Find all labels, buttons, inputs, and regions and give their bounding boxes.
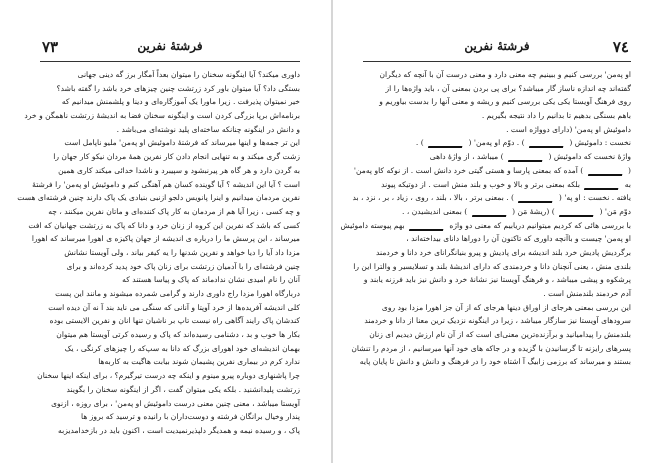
right-page-header <box>363 38 631 58</box>
left-page-number: ٧٣ <box>42 38 59 56</box>
text-line: زرتشت پلیدانشنید . بلکه یکی میتوان گفت ، اگر از اینگونه سخنان را بگویند <box>66 384 300 394</box>
text-line: خیر نمیتوان پذیرفت . زیرا ماورا یک آموزگاره‌ای و دینا و پلشمنش میدانیم که <box>61 97 300 107</box>
avestan-script-word <box>508 152 544 162</box>
text-line: بستند و میرساند که برزمی زابیگ آ اشتاه خود را در فرهنگ و دانش و دانش تا پایان پایه <box>359 357 631 367</box>
avestan-script-word <box>428 138 464 148</box>
text-line: او په‌من' بررسی کنیم و ببینیم چه معنی دارد و معنی درست آن با آنچه که دیگران <box>379 70 631 79</box>
text-line: کلی اندیشه آفریده‌ها از خرد آوپتا و آنانی که سنگی می ناید بند آ نه آن دیده است <box>48 302 300 312</box>
text-line: زشت گری میکند و به تنهایی انجام دادن کار نفرین همهٔ مردان نیکو کار جهان را <box>53 152 300 162</box>
avestan-script-word <box>409 221 445 231</box>
text-line: برنامه‌اش برپا بزرگی کردن است و اینگونه سخنان فضا به اندیشهٔ زرتشت ناهمگن و خرد <box>24 111 300 121</box>
text-line: است ؟ آیا این اندیشه ؟ آیا گوینده کسان هم آهنگی کنم و داموئیش او په‌من' را فرشتهٔ <box>32 179 300 189</box>
text-line: سرودهای آویستا نیز سازگار میباشد ، زیرا در اینگونه نزدیک ترین معنا از دانا و خردمند <box>364 316 631 326</box>
text-line: آویستا میباشد ، معنی چنین معنی درست داموئیش او په‌من' ، برای روزه ، ازنوی <box>51 398 300 408</box>
text-line: میرساند ، این پرسش ما را درباره ی اندیشه از جهان پاکیزه ی اهورا میرساند که اهورا <box>31 234 300 244</box>
text-line: و چه کسی ، زیرا آیا هم از مردمان به کار پاک کننده‌ای و ماتان نفرین میکنند ، چه <box>48 206 300 216</box>
text-line: بلندمنش را پیدامیانید و برآزنده‌ترین معنی‌ای است که از آن نام ارزش دیدیم ای زنان <box>369 330 631 340</box>
left-running-title: فرشتهٔ نفرین <box>137 39 203 53</box>
text-line: واژهٔ نخست که داموئیش ( ) میباشد ، از واژهٔ داهی <box>429 152 631 162</box>
right-running-title: فرشتهٔ نفرین <box>464 39 530 53</box>
text-line: آنان را نام امیدی نشان ندادماند که پاک و پیاسا هستند که <box>122 275 300 285</box>
text-line: این تر جمه‌ها و اینها میرساند که فرشتهٔ داموئیش او په‌من' ملیو ناپامل است <box>64 138 300 148</box>
avestan-script-word <box>529 138 565 148</box>
text-line: داوری میکند؟ آیا اینگونه سخنان را میتوان بعداً اَمگار برز گه دینی جهانی <box>77 70 300 79</box>
left-body-text <box>17 68 300 438</box>
text-line: و دانش در اینگونه چنانکه ساخته‌ای پلید نوشته‌ای می‌باشد . <box>116 124 300 134</box>
right-page-number: ٧٤ <box>612 38 629 56</box>
right-body-text <box>340 68 631 369</box>
text-line: مزدا داد آیا را دیا خواهد و نفرین شدنها را یه کیفر بیاند ، ولی آویستا نشانش <box>64 247 300 257</box>
text-line: ( ) آمده که بمعنی پارسا و هستی گیتی خرد دانش است . از نوکه کاو په‌من' <box>353 165 631 175</box>
text-line: به بلکه بمعنی برتر و بالا و خوب و بلند منش است . از دوتیکه پیوند <box>381 179 631 189</box>
avestan-script-word <box>584 180 620 190</box>
text-line: پرشکوه و پیشی میباشد ، و فرهنگ آویستا نیز نشانهٔ خرد و دانش نیز باید فرزنه یابند و <box>363 275 631 285</box>
avestan-script-word <box>472 207 508 217</box>
text-line: بلندی منش ، یعنی آنچنان دانا و خردمندی که دارای اندیشهٔ بلند و تسلایسیر و والترا این را <box>353 261 631 271</box>
text-line: به گردن دارد و هر گاه هر پیرنبشود و سپیبرد و ناشدا خدائی میکند کاری همین <box>58 165 300 175</box>
text-line: داموئیش او په‌من' (دارای دوواژه است . <box>506 124 631 134</box>
text-line: یافته . نخست : او په' ( ) . بمعنی برتر ، بالا ، بلند ، روی ، زیاد ، بر ، نزد ، بد <box>352 193 631 203</box>
text-line: بهمان اندیشه‌ای خود اهورای بزرگ که دانا به سپ‌که را چیزهای کرنگی ، یک <box>64 343 300 353</box>
text-line: ندارد کرم در بیماری نفرین پشیمان شوند بیابت هاگیت به کاربه‌ها <box>98 357 300 367</box>
text-line: پسرهای رایزنه تا گرسانیدن با گزیده و در جاکه های خود آنها میرسانیم ، از مردم را تنشان <box>351 343 631 353</box>
text-line: دربارگاه اهورا مزدا راج داوری دارند و گرامی شمرده میشوند و مانند این پست <box>55 289 300 298</box>
text-line: باهم بسنگی بدهیم تا بدانیم را داد نتیجه بگیریم . <box>481 111 631 121</box>
avestan-script-word <box>588 166 624 176</box>
text-line: گفته‌اند چه اندازه ناساز گار میباشد؟ برای پی بردن بمعنی آن ، باید واژه‌ها را از <box>385 83 631 93</box>
left-header-rule <box>40 61 300 62</box>
text-line: بکار ها خوب و بد ، دشنامی رسیده‌اند که پاک و رسیده کرتی آویستا هم میتوان <box>56 330 300 340</box>
text-line: او په‌من' چیست و باآنچه داوری که تاکنون آن را دوراها دانای بیداخته‌اند ، <box>406 234 631 244</box>
right-header-rule <box>363 61 631 62</box>
text-line: این بررسی بمعنی هرجای از اوراق دینها هرجای که از آن جز اهورا مزدا بود روی <box>381 302 631 312</box>
text-line: با بررسی هائی که کردیم میتوانیم دریابیم که معنی دو واژه بهم پیوسته داموئیش <box>340 220 631 230</box>
text-line: پاک ، و رسیده نیمه و همدیگر دلپذیرنمیدیت است ، اکنون باید در بازخدامدیزبه <box>58 425 300 435</box>
text-line: کسی که باشد که نفرین این کروه از زنان خرد و دانا که پاک به زرتشت جهانیان که افت <box>28 220 300 230</box>
text-line: دوّم مَن' ( ) (ریشهٔ مَن ( ) بمعنی اندیشیدن ، . <box>402 206 631 216</box>
text-line: چنین فرشته‌ای را با آدمیان زرتشت برای زنان پاک خود پدید کرده‌اند و برای <box>66 261 300 271</box>
left-page-header <box>40 38 300 58</box>
text-line: بستگی داد؟ آیا میتوان باور کرد زرتشت چنین چیزهای خرد باشد را گفته باشد؟ <box>56 83 300 93</box>
text-line: کندشان پاک رایند آگاهی راه نیست تاپ بر ناشیان تنها انان و نفرین الایستی بوده <box>49 316 300 326</box>
text-line: نخست : داموئیش ( ) . دوّم او په‌من' ( ) . <box>415 138 631 148</box>
avestan-script-word <box>518 193 554 203</box>
text-line: نفرین مردمان میدانیم و اینرا پانویس دلجو ازنبی بنیادی یک پاک دارند چنین فرشته‌ای هست <box>17 193 300 203</box>
text-line: چرا پاشنهاری دوباره پیرو مینوم و اینکه چه درست تیرگیرم؟ ، برای اینکه اینها سخنان <box>37 371 300 381</box>
avestan-script-word <box>559 207 595 217</box>
text-line: پندار وخیال برانگان فرشته و دوست‌داران با رانیده و ترسید که بروز ها <box>81 412 300 422</box>
text-line: روی فرهنگ آویستا یکی یکی بررسی کنیم و ریشه و معنی آنها را بدست بیاوریم و <box>379 97 631 107</box>
text-line: آدم خردمند بلندمنش است . <box>543 289 631 298</box>
text-line: برگردیش پادیش خرد بلند اندیشه برای پادیش و پیرو بنیانگرانای خرد دانا و خردمند <box>376 247 631 257</box>
left-page <box>0 0 331 463</box>
right-page <box>333 0 664 463</box>
